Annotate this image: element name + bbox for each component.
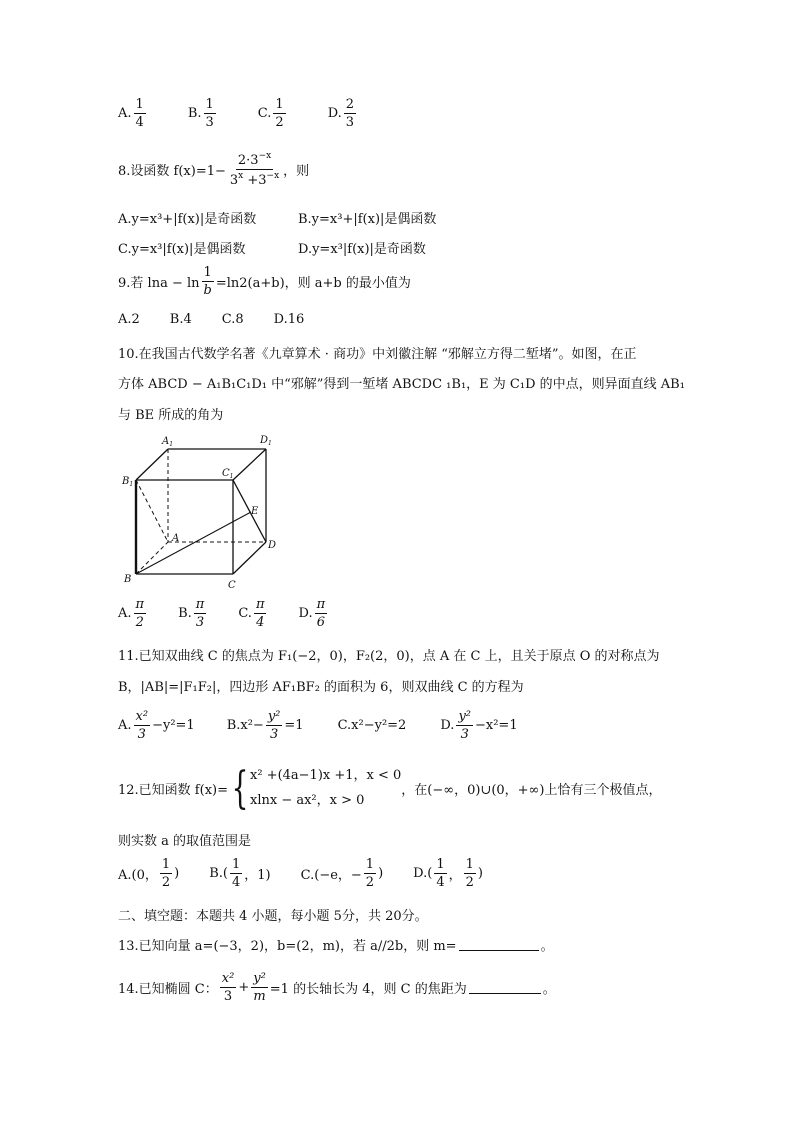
q12-brace: {: [231, 762, 249, 814]
q8-option-a: A.y=x³+|f(x)|是奇函数: [118, 212, 257, 227]
label-b: B: [124, 574, 132, 585]
cube-figure: [118, 432, 278, 592]
q12-option-d-fraction-2: 1 2: [465, 857, 474, 890]
label-e: E: [251, 506, 259, 517]
q7-option-d-fraction: 2 3: [345, 97, 355, 130]
q14-fraction-1: x² 3: [221, 971, 235, 1004]
q10-option-a-fraction: π 2: [135, 597, 145, 630]
q7-option-a-fraction: 1 4: [135, 97, 144, 130]
q10-line-2: 方体 ABCD − A₁B₁C₁D₁ 中“邪解”得到一堑堵 ABCDC ₁B₁，E 为 C₁D 的中点，则异面直线 AB₁: [118, 377, 685, 392]
q9-option-c: C.8: [221, 312, 244, 327]
q9-fraction: $\frac{1}{b}$: [203, 265, 212, 298]
q9-option-d: D.16: [273, 312, 305, 327]
q10-options: A. π 2 B. π 3 C. π 4 D. π 6: [118, 597, 326, 630]
q11-option-b-fraction: $\frac{\text{y²}}{3}$: [267, 709, 281, 742]
q11-line-1: 11.已知双曲线 C 的焦点为 F₁(−2，0)，F₂(2，0)，点 A 在 C 上，且关于原点 O 的对称点为: [118, 649, 660, 664]
label-d1: $D_1$: [260, 435, 272, 447]
q8-option-c: C.y=x³|f(x)|是偶函数: [118, 242, 246, 257]
section-heading: 二、填空题：本题共 4 小题，每小题 5分，共 20分。: [118, 909, 428, 924]
q10-option-b-fraction: π 3: [195, 597, 205, 630]
label-c: C: [228, 580, 236, 591]
q11-option-a-fraction: x² 3: [135, 709, 149, 742]
q12-piecewise: [250, 764, 401, 813]
label-c1: $C_1$: [222, 468, 234, 480]
q12-option-c-fraction: $\frac{1}{2}$: [365, 857, 375, 890]
q13-answer-blank[interactable]: [459, 938, 539, 951]
q11-option-c: C.x²−y²=2: [337, 718, 407, 733]
q12-options: A.(0， 1 2 ) B.( 1 4 ，1) C.(−e，− $\frac{1}{2}$ ) D.( 1 4 ， 1 2 ): [118, 857, 483, 890]
q14-fraction-2: $\frac{\text{y²}}{m}$: [253, 971, 266, 1004]
q11-options: A. x² 3 −y²=1 B.x²− $\frac{\text{y²}}{3}$ =1 C.x²−y²=2 D. y² 3 −x²=1: [118, 709, 518, 742]
q14-stem: 14.已知椭圆 C： x² 3 + $\frac{\text{y²}}{m}$ =1 的长轴长为 4，则 C 的焦距为 。: [118, 971, 556, 1004]
label-d: D: [268, 540, 277, 551]
q8-fraction: $\frac{2\cdot 3^{-x}}{3^x +3^{-x}}$: [229, 151, 280, 188]
label-a: A: [172, 533, 180, 544]
q14-answer-blank[interactable]: [469, 981, 541, 994]
q7-option-c-fraction: 1 2: [275, 97, 284, 130]
q10-line-1: 10.在我国古代数学名著《九章算术 · 商功》中刘徽注解 “邪解立方得二堑堵”。如图，在正: [118, 347, 637, 362]
q7-option-d-label: D.: [327, 106, 342, 121]
label-b1: $B_1$: [122, 476, 134, 488]
q7-options: [118, 98, 358, 129]
q8-option-b: B.y=x³+|f(x)|是偶函数: [298, 212, 437, 227]
q11-option-d-fraction: y² 3: [458, 709, 471, 742]
label-a1: $A_1$: [162, 436, 174, 448]
q12-case-1: x² +(4a−1)x +1，x < 0: [250, 768, 402, 783]
q8-stem: 8.设函数 f(x)=1− $\frac{2\cdot 3^{-x}}{3^x +3^{-x}}$ ，则: [118, 151, 310, 188]
q9-option-b: B.4: [169, 312, 192, 327]
q7-option-c-label: C.: [257, 106, 272, 121]
q13-stem: 13.已知向量 a=(−3，2)，b=(2，m)，若 a//2b，则 m= 。: [118, 939, 554, 954]
q9-stem: 9.若 lna − ln $\frac{1}{b}$ =ln2(a+b)，则 a+b 的最小值为: [118, 265, 411, 298]
q7-option-b-label: B.: [187, 106, 202, 121]
q10-line-3: 与 BE 所成的角为: [118, 408, 224, 423]
q7-option-a-label: A.: [118, 106, 132, 121]
q7-option-b-fraction: 1 3: [205, 97, 214, 130]
q12-option-a-fraction: 1 2: [161, 857, 171, 890]
q12-option-d-fraction-1: 1 4: [436, 857, 445, 890]
q12-case-2: xlnx − ax²，x > 0: [250, 792, 365, 808]
q8-option-d: D.y=x³|f(x)|是奇函数: [298, 242, 426, 257]
q12-line-2: 则实数 a 的取值范围是: [118, 834, 252, 849]
q9-options: [118, 312, 304, 327]
q12-option-b-fraction: 1 4: [232, 857, 241, 890]
q10-option-c-fraction: π 4: [255, 597, 265, 630]
q10-option-d-fraction: π 6: [316, 597, 326, 630]
q9-option-a: A.2: [118, 312, 140, 327]
q11-line-2: B，|AB|=|F₁F₂|，四边形 AF₁BF₂ 的面积为 6，则双曲线 C 的方程为: [118, 680, 524, 695]
q12-stem: 12.已知函数 f(x)= { x² +(4a−1)x +1，x < 0 xlnx − ax²，x > 0 ，在(−∞，0)∪(0，+∞)上恰有三个极值点，: [118, 762, 662, 814]
